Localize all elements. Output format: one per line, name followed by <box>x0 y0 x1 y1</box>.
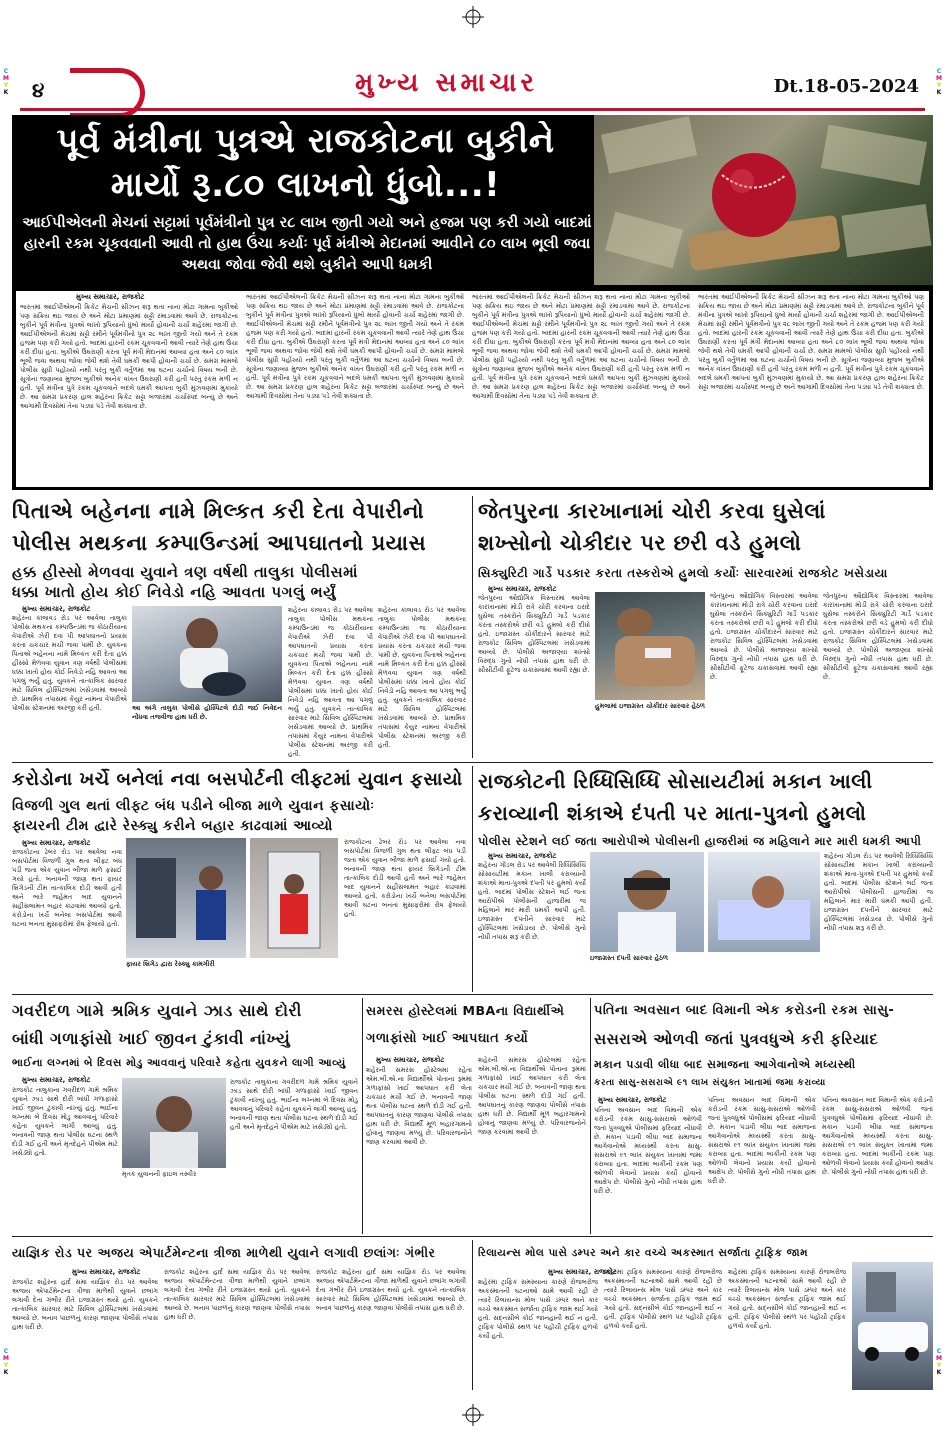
cmyk-k: K <box>936 1369 942 1376</box>
cmyk-y: Y <box>3 1362 9 1369</box>
story3-photo-right <box>250 838 338 958</box>
story8-body-col1: રાજકોટ શહેરના હાર્દ સમા યાજ્ઞિક રોડ પર આવેલા અજય એપાર્ટમેન્ટના ત્રીજા માળેથી યુવાને છલાંગ લગાવી દેતા ગંભીર રીતે ઇજાગ્રસ્ત થયો હતો. યુવકને તાત્કાલિક સારવાર માટે સિવિલ હોસ્પિટલમાં ખસેડવામાં આવ્યો છે. બનાવ પાછળનું કારણ જાણવા પોલીસે તપાસ હાથ ધરી છે. <box>12 1278 158 1331</box>
story-jetpur-attack <box>478 496 933 758</box>
lead-story <box>12 115 933 490</box>
section-divider <box>12 762 933 763</box>
story4-headline-line1: રાજકોટની રિધ્ધિસિધ્ધિ સોસાયટીમાં મકાન ખાલી <box>478 769 873 793</box>
deceased-portrait-icon <box>122 1078 226 1168</box>
story5-body-col1: રાજકોટ તાલુકાના ગવરીદળ ગામે શ્રમિક યુવાને ઝાડ સાથે દોરી બાંધી ગળાફાંસો ખાઈ જીવન ટુંકાવી નાંખ્યું હતું. ભાઈના લગ્નમાં બે દિવસ મોડુ આવવાનું પરિવારે કહેતા યુવકને લાગી આવ્યું હતું. બનાવની જાણ થતા પોલીસ ઘટના સ્થળે દોડી ગઈ હતી અને મૃતદેહને પીએમ માટે ખસેડ્યો હતો. <box>12 1086 118 1157</box>
story-samras-hostel <box>366 998 586 1234</box>
registration-mark-icon <box>462 1404 484 1426</box>
story1-subhead-line1: હક્ક હીસ્સો મેળવવા યુવાને ત્રણ વર્ષથી તાલુકા પોલીસમાં <box>12 563 358 581</box>
story7-headline-line2: સસરાએ ઓળવી જતાં પુત્રવધુએ કરી ફરિયાદ <box>594 1030 879 1048</box>
lead-body-panel <box>16 291 929 487</box>
story6-headline-line1: સમરસ હોસ્ટેલમાં MBAના વિદ્યાર્થીએ <box>366 1003 565 1018</box>
lead-body-col2: ભારતમાં આઈપીએલની ક્રિકેટ મેચની સીઝન શરૂ થતા નાના મોટા ગામના બુકીઓ પણ સક્રિય થઇ જાય છે અને મોટા પ્રમાણમાં સટ્ટો રમાડવામાં આવે છે. રાજકોટના બુકીને પૂર્વ મંત્રીના પુત્રએ લાખો રૂપિયાનો ધુંબો માર્યો હોવાની ચર્ચા શહેરમાં જાગી છે. આઈપીએલની મેચમાં સટ્ટો રમીને પૂર્વમંત્રીનો પુત્ર ૨૮ લાખ જીતી ગયો અને તે રકમ હજમ પણ કરી ગયો હતો. બાદમાં હારની રકમ ચૂકવવાની આવી ત્યારે તેણે હાથ ઉંચા કરી દીધા હતા. બુકીએ ઉઘરાણી કરતા પૂર્વ મંત્રી મેદાનમાં આવ્યા હતા અને ૮૦ લાખ ભૂલી જવા અથવા જોવા જેવી થશે તેવી ધમકી આપી હોવાની ચર્ચા છે. સમગ્ર મામલો પોલીસ સુધી પહોંચ્યો નથી પરંતુ બુકી વર્તુળમાં આ ઘટના ચર્ચાનો વિષય બની છે. સૂત્રોના જણાવ્યા મુજબ બુકીએ અનેક વખત ઉઘરાણી કરી હતી પરંતુ રકમ મળી ન હતી. પૂર્વ મંત્રીના પુત્રે રકમ ચૂકવવાને બદલે ધમકી આપતા બુકી મુંઝવણમાં મુકાયો છે. આ સમગ્ર પ્રકરણ હાલ શહેરના ક્રિકેટ સટ્ટા બજારમાં ચર્ચાસ્પદ બન્યું છે અને આગામી દિવસોમાં તેના પડઘા પડે તેવી શક્યતા છે. <box>246 293 464 400</box>
cmyk-k: K <box>3 89 9 96</box>
cmyk-m: M <box>936 1355 942 1362</box>
story3-body-col1: રાજકોટના ઢેબર રોડ પર આવેલા નવા બસપોર્ટમાં વિજળી ગુલ થતા લીફ્ટ બંધ પડી જતા એક યુવાન બીજા માળે ફસાઈ ગયો હતો. બનાવની જાણ થતા ફાયર બ્રિગેડની ટીમ તાત્કાલિક દોડી આવી હતી અને ભારે જહેમત બાદ યુવાનને સહીસલામત બહાર કાઢવામાં આવ્યો હતો. કરોડોના ખર્ચે બનેલા બસપોર્ટમાં આવી ઘટના બનતા મુસાફરોમાં રોષ ફેલાયો હતો. <box>12 848 122 928</box>
cmyk-c: C <box>936 1348 942 1355</box>
story-reliance-mall-accident <box>478 1240 933 1390</box>
story2-body-col3: જેતપુરના ઔદ્યોગિક વિસ્તારમાં આવેલા કારખાનામાં મોડી રાત્રે ચોરી કરવાના ઇરાદે ઘુસેલા તસ્કરોને સિક્યુરિટી ગાર્ડે પડકાર કરતા તસ્કરોએ છરી વડે હુમલો કરી દીધો હતો. ઇજાગ્રસ્ત ચોકીદારને સારવાર માટે રાજકોટ સિવિલ હોસ્પિટલમાં ખસેડવામાં આવ્યો છે. પોલીસે અજાણ્યા શખ્સો વિરુદ્ધ ગુનો નોંધી તપાસ હાથ ધરી છે. સીસીટીવી ફૂટેજ ચકાસવામાં આવી રહ્યા છે. <box>823 592 933 681</box>
story1-byline: મુખ્ય સમાચાર, રાજકોટ <box>22 605 91 613</box>
story5-subhead: ભાઈના લગ્નમાં બે દિવસ મોડુ આવવાનું પરિવારે કહેતા યુવકને લાગી આવ્યું <box>12 1057 346 1069</box>
story6-byline: મુખ્ય સમાચાર, રાજકોટ <box>376 1056 445 1064</box>
story3-body-col2: રાજકોટના ઢેબર રોડ પર આવેલા નવા બસપોર્ટમાં વિજળી ગુલ થતા લીફ્ટ બંધ પડી જતા એક યુવાન બીજા માળે ફસાઈ ગયો હતો. બનાવની જાણ થતા ફાયર બ્રિગેડની ટીમ તાત્કાલિક દોડી આવી હતી અને ભારે જહેમત બાદ યુવાનને સહીસલામત બહાર કાઢવામાં આવ્યો હતો. કરોડોના ખર્ચે બનેલા બસપોર્ટમાં આવી ઘટના બનતા મુસાફરોમાં રોષ ફેલાયો હતો. <box>344 838 466 918</box>
cmyk-marks-left <box>1 68 11 96</box>
cmyk-y: Y <box>936 82 942 89</box>
story1-body-col1: શહેરના કાલાવડ રોડ પર આવેલા તાલુકા પોલીસ મથકના કમ્પાઉન્ડમાં જ કોઠારીયાના વેપારીએ ઝેરી દવા પી આપઘાતનો પ્રયાસ કરતા ચકચાર મચી જવા પામી છે. યુવકના પિતાએ બહેનના નામે મિલ્કત કરી દેતા હક્ક હીસ્સો મેળવવા યુવાન ત્રણ વર્ષથી પોલીસમાં ધક્કા ખાતો હોય કોઈ નિવેડો નહિ આવતા આ પગલું ભર્યું હતું. યુવકને તાત્કાલિક સારવાર માટે સિવિલ હોસ્પિટલમાં ખસેડવામાં આવ્યો છે. પ્રાથમિક તપાસમાં કેયુર નામના વેપારીએ પોલીસ સ્ટેશનમાં અરજી કરી હતી. <box>12 614 127 712</box>
lift-rescue-icon <box>250 838 338 958</box>
story3-photo-left <box>126 838 246 958</box>
story7-byline: મુખ્ય સમાચાર, રાજકોટ <box>598 1096 667 1104</box>
story4-body-col2: શહેરના ગોંડલ રોડ પર આવેલી રિધ્ધિસિધ્ધિ સોસાયટીમાં મકાન ખાલી કરાવ્યાની શંકાએ માતા-પુત્રએ દંપતી પર હુમલો કર્યો હતો. બાદમાં પોલીસ સ્ટેશને લઈ જતા આરોપીએ પોલીસની હાજરીમાં જ મહિલાને માર મારી ધમકી આપી હતી. ઇજાગ્રસ્ત દંપતીને સારવાર માટે હોસ્પિટલમાં ખસેડાયા છે. પોલીસે ગુનો નોંધી તપાસ શરૂ કરી છે. <box>824 852 933 932</box>
story8-body-col2: રાજકોટ શહેરના હાર્દ સમા યાજ્ઞિક રોડ પર આવેલા અજય એપાર્ટમેન્ટના ત્રીજા માળેથી યુવાને છલાંગ લગાવી દેતા ગંભીર રીતે ઇજાગ્રસ્ત થયો હતો. યુવકને તાત્કાલિક સારવાર માટે સિવિલ હોસ્પિટલમાં ખસેડવામાં આવ્યો છે. બનાવ પાછળનું કારણ જાણવા પોલીસે તપાસ હાથ ધરી છે. <box>164 1268 310 1321</box>
cmyk-marks-left-bottom <box>1 1348 11 1376</box>
story-sister-property <box>12 496 466 758</box>
story1-body-col3: શહેરના કાલાવડ રોડ પર આવેલા તાલુકા પોલીસ મથકના કમ્પાઉન્ડમાં જ કોઠારીયાના વેપારીએ ઝેરી દવા પી આપઘાતનો પ્રયાસ કરતા ચકચાર મચી જવા પામી છે. યુવકના પિતાએ બહેનના નામે મિલ્કત કરી દેતા હક્ક હીસ્સો મેળવવા યુવાન ત્રણ વર્ષથી પોલીસમાં ધક્કા ખાતો હોય કોઈ નિવેડો નહિ આવતા આ પગલું ભર્યું હતું. યુવકને તાત્કાલિક સારવાર માટે સિવિલ હોસ્પિટલમાં ખસેડવામાં આવ્યો છે. પ્રાથમિક તપાસમાં કેયુર નામના વેપારીએ પોલીસ સ્ટેશનમાં અરજી કરી હતી. <box>378 606 466 749</box>
lead-headline-line2: માર્યો રૂ.૮૦ લાખનો ધુંબો...! <box>110 165 501 205</box>
accident-car-icon <box>852 1262 933 1390</box>
column-divider <box>590 998 591 1234</box>
story3-caption: ફાયર બ્રિગેડ દ્વારા રેસ્ક્યુ કામગીરી <box>126 960 215 968</box>
section-divider <box>12 994 933 995</box>
story2-byline: મુખ્ય સમાચાર, રાજકોટ <box>488 585 557 593</box>
story7-body-col2: પતિના અવસાન બાદ વિમાની એક કરોડની રકમ સાસુ-સસરાએ ઓળવી જતાં પુત્રવધુએ પોલીસમાં ફરિયાદ નોંધાવી છે. મકાન પડાવી લીધા બાદ સમાજના આગેવાનોએ મધ્યસ્થી કરતા સાસુ-સસરાએ ૯૧ લાખ સંયુક્ત ખાતામાં જમા કરાવ્યા હતા. બાદમાં બાકીની રકમ પણ ઓળવી લેવાનો પ્રયાસ કર્યો હોવાનો આક્ષેપ છે. પોલીસે ગુનો નોંધી તપાસ હાથ ધરી છે. <box>708 1096 816 1185</box>
story7-headline-line1: પતિના અવસાન બાદ વિમાની એક કરોડની રકમ સાસુ- <box>594 1003 895 1018</box>
story2-body-col1: જેતપુરના ઔદ્યોગિક વિસ્તારમાં આવેલા કારખાનામાં મોડી રાત્રે ચોરી કરવાના ઇરાદે ઘુસેલા તસ્કરોને સિક્યુરિટી ગાર્ડે પડકાર કરતા તસ્કરોએ છરી વડે હુમલો કરી દીધો હતો. ઇજાગ્રસ્ત ચોકીદારને સારવાર માટે રાજકોટ સિવિલ હોસ્પિટલમાં ખસેડવામાં આવ્યો છે. પોલીસે અજાણ્યા શખ્સો વિરુદ્ધ ગુનો નોંધી તપાસ હાથ ધરી છે. સીસીટીવી ફૂટેજ ચકાસવામાં આવી રહ્યા છે. <box>478 594 590 674</box>
column-divider <box>362 998 363 1234</box>
story1-caption: આ અંગે તાલુકા પોલીસે હોસ્પિટલે દોડી જઈ નિવેદન નોંધવા તજવીજ હાથ ધરી છે. <box>132 704 282 721</box>
story1-photo <box>132 606 282 702</box>
page-date: Dt.18-05-2024 <box>773 76 919 97</box>
story2-headline-line1: જેતપુરના કારખાનામાં ચોરી કરવા ઘુસેલાં <box>478 499 826 523</box>
story-busport-lift <box>12 766 466 992</box>
header-rule <box>20 108 925 111</box>
registration-mark-icon <box>462 6 484 28</box>
story7-subhead-line2: કરતા સાસુ-સસરાએ ૯૧ લાખ સંયુક્ત ખાતામાં જમા કરાવ્યા <box>594 1078 826 1088</box>
story3-byline: મુખ્ય સમાચાર, રાજકોટ <box>22 839 91 847</box>
cmyk-m: M <box>3 75 9 82</box>
story8-byline: મુખ્ય સમાચાર, રાજકોટ <box>72 1268 141 1276</box>
injured-man-icon <box>590 852 704 952</box>
story3-headline: કરોડોના ખર્ચે બનેલાં નવા બસપોર્ટની લીફ્ટમાં યુવાન ફસાયો <box>12 769 463 790</box>
lead-headline-line1: પૂર્વ મંત્રીના પુત્રએ રાજકોટના બુકીને <box>56 121 555 161</box>
person-photo-icon <box>132 606 282 702</box>
story2-caption: હુમલામાં ઇજાગ્રસ્ત ચોકીદાર સારવાર હેઠળ <box>595 702 705 710</box>
story1-headline-line1: પિતાએ બહેનના નામે મિલ્કત કરી દેતા વેપારીનો <box>12 499 425 523</box>
story9-photo <box>852 1262 933 1390</box>
story-riddhi-siddhi-attack <box>478 766 933 992</box>
cmyk-m: M <box>3 1355 9 1362</box>
story9-headline: રિલાયન્સ મોલ પાસે ડમ્પર અને કાર વચ્ચે અકસ્માત સર્જાતા ટ્રાફિક જામ <box>478 1247 809 1259</box>
story1-subhead-line2: ધક્કા ખાતો હોય કોઈ નિવેડો નહિ આવતા પગલું ભર્યું <box>12 583 336 601</box>
story5-headline-line1: ગવરીદળ ગામે શ્રમિક યુવાને ઝાડ સાથે દોરી <box>12 1001 302 1020</box>
story7-subhead-line1: મકાન પડાવી લીધા બાદ સમાજના આગેવાનોએ મધ્યસ્થી <box>594 1058 856 1071</box>
cmyk-marks-right-bottom <box>934 1348 944 1376</box>
lead-subhead: આઈપીએલની મેચનાં સટ્ટામાં પૂર્વમંત્રીનો પુત્ર ર૮ લાખ જીતી ગયો અને હજમ પણ કરી ગયો બાદમાં હારની રકમ ચૂકવવાની આવી તો હાથ ઉંચા કર્યાઃ પૂર્વ મંત્રીએ મેદાનમાં આવીને ૮૦ લાખ ભૂલી જવા અથવા જોવા જેવી થશે બુકીને આપી ધમકી <box>22 215 592 273</box>
cmyk-c: C <box>3 68 9 75</box>
story5-body-col2: રાજકોટ તાલુકાના ગવરીદળ ગામે શ્રમિક યુવાને ઝાડ સાથે દોરી બાંધી ગળાફાંસો ખાઈ જીવન ટુંકાવી નાંખ્યું હતું. ભાઈના લગ્નમાં બે દિવસ મોડુ આવવાનું પરિવારે કહેતા યુવકને લાગી આવ્યું હતું. બનાવની જાણ થતા પોલીસ ઘટના સ્થળે દોડી ગઈ હતી અને મૃતદેહને પીએમ માટે ખસેડ્યો હતો. <box>230 1078 358 1131</box>
masthead <box>20 62 925 112</box>
story4-photo-woman <box>708 852 820 952</box>
section-title: મુખ્ય સમાચાર <box>355 68 538 98</box>
story3-subhead-line2: ફાયરની ટીમ દ્વારે રેસ્ક્યુ કરીને બહાર કાઢવામાં આવ્યો <box>12 818 333 834</box>
story9-body-col3: શહેરમાં ટ્રાફિક સમસ્યાના કારણે રોજબરોજ અકસ્માતની ઘટનાઓ સામે આવી રહી છે ત્યારે રિલાયન્સ મોલ પાસે ડમ્પર અને કાર વચ્ચે અકસ્માત સર્જાતા ટ્રાફિક જામ થઈ ગયો હતો. સદ્‌નસીબે કોઈ જાનહાની થઈ ન હતી. ટ્રાફિક પોલીસે સ્થળ પર પહોંચી ટ્રાફિક હળવો કર્યો હતો. <box>728 1268 846 1330</box>
story-insurance-dispute <box>594 998 933 1234</box>
story-ajay-apartment <box>12 1240 466 1390</box>
injured-woman-icon <box>708 852 820 952</box>
story4-headline-line2: કરાવ્યાની શંકાએ દંપતી પર માતા-પુત્રનો હુમલો <box>478 801 867 825</box>
story7-body-col1: પતિના અવસાન બાદ વિમાની એક કરોડની રકમ સાસુ-સસરાએ ઓળવી જતાં પુત્રવધુએ પોલીસમાં ફરિયાદ નોંધાવી છે. મકાન પડાવી લીધા બાદ સમાજના આગેવાનોએ મધ્યસ્થી કરતા સાસુ-સસરાએ ૯૧ લાખ સંયુક્ત ખાતામાં જમા કરાવ્યા હતા. બાદમાં બાકીની રકમ પણ ઓળવી લેવાનો પ્રયાસ કર્યો હોવાનો આક્ષેપ છે. પોલીસે ગુનો નોંધી તપાસ હાથ ધરી છે. <box>594 1106 702 1195</box>
story6-body-col2: શહેરની સમરસ હોસ્ટેલમાં રહેતા એમ.બી.એ.ના વિદ્યાર્થીએ પોતાના રૂમમાં ગળાફાંસો ખાઈ આપઘાત કરી લેતા ચકચાર મચી ગઈ છે. બનાવની જાણ થતા પોલીસ ઘટના સ્થળે દોડી ગઈ હતી. આપઘાતનું કારણ જાણવા પોલીસે તપાસ હાથ ધરી છે. વિદ્યાર્થી મૂળ બહારગામનો હોવાનું જાણવા મળ્યું છે. પરિવારજનોને જાણ કરવામાં આવી છે. <box>478 1056 586 1136</box>
lead-body-col1: ભારતમાં આઈપીએલની ક્રિકેટ મેચની સીઝન શરૂ થતા નાના મોટા ગામના બુકીઓ પણ સક્રિય થઇ જાય છે અને મોટા પ્રમાણમાં સટ્ટો રમાડવામાં આવે છે. રાજકોટના બુકીને પૂર્વ મંત્રીના પુત્રએ લાખો રૂપિયાનો ધુંબો માર્યો હોવાની ચર્ચા શહેરમાં જાગી છે. આઈપીએલની મેચમાં સટ્ટો રમીને પૂર્વમંત્રીનો પુત્ર ૨૮ લાખ જીતી ગયો અને તે રકમ હજમ પણ કરી ગયો હતો. બાદમાં હારની રકમ ચૂકવવાની આવી ત્યારે તેણે હાથ ઉંચા કરી દીધા હતા. બુકીએ ઉઘરાણી કરતા પૂર્વ મંત્રી મેદાનમાં આવ્યા હતા અને ૮૦ લાખ ભૂલી જવા અથવા જોવા જેવી થશે તેવી ધમકી આપી હોવાની ચર્ચા છે. સમગ્ર મામલો પોલીસ સુધી પહોંચ્યો નથી પરંતુ બુકી વર્તુળમાં આ ઘટના ચર્ચાનો વિષય બની છે. સૂત્રોના જણાવ્યા મુજબ બુકીએ અનેક વખત ઉઘરાણી કરી હતી પરંતુ રકમ મળી ન હતી. પૂર્વ મંત્રીના પુત્રે રકમ ચૂકવવાને બદલે ધમકી આપતા બુકી મુંઝવણમાં મુકાયો છે. આ સમગ્ર પ્રકરણ હાલ શહેરના ક્રિકેટ સટ્ટા બજારમાં ચર્ચાસ્પદ બન્યું છે અને આગામી દિવસોમાં તેના પડઘા પડે તેવી શક્યતા છે. <box>20 303 238 410</box>
story4-body-col1: શહેરના ગોંડલ રોડ પર આવેલી રિધ્ધિસિધ્ધિ સોસાયટીમાં મકાન ખાલી કરાવ્યાની શંકાએ માતા-પુત્રએ દંપતી પર હુમલો કર્યો હતો. બાદમાં પોલીસ સ્ટેશને લઈ જતા આરોપીએ પોલીસની હાજરીમાં જ મહિલાને માર મારી ધમકી આપી હતી. ઇજાગ્રસ્ત દંપતીને સારવાર માટે હોસ્પિટલમાં ખસેડાયા છે. પોલીસે ગુનો નોંધી તપાસ શરૂ કરી છે. <box>478 861 586 941</box>
story1-headline-line2: પોલીસ મથકના કમ્પાઉન્ડમાં આપઘાતનો પ્રયાસ <box>12 531 427 555</box>
story9-body-col2: શહેરમાં ટ્રાફિક સમસ્યાના કારણે રોજબરોજ અકસ્માતની ઘટનાઓ સામે આવી રહી છે ત્યારે રિલાયન્સ મોલ પાસે ડમ્પર અને કાર વચ્ચે અકસ્માત સર્જાતા ટ્રાફિક જામ થઈ ગયો હતો. સદ્‌નસીબે કોઈ જાનહાની થઈ ન હતી. ટ્રાફિક પોલીસે સ્થળ પર પહોંચી ટ્રાફિક હળવો કર્યો હતો. <box>604 1268 722 1330</box>
story8-body-col3: રાજકોટ શહેરના હાર્દ સમા યાજ્ઞિક રોડ પર આવેલા અજય એપાર્ટમેન્ટના ત્રીજા માળેથી યુવાને છલાંગ લગાવી દેતા ગંભીર રીતે ઇજાગ્રસ્ત થયો હતો. યુવકને તાત્કાલિક સારવાર માટે સિવિલ હોસ્પિટલમાં ખસેડવામાં આવ્યો છે. બનાવ પાછળનું કારણ જાણવા પોલીસે તપાસ હાથ ધરી છે. <box>316 1268 466 1312</box>
cricket-ball-photo <box>594 115 933 285</box>
story2-photo <box>595 592 705 700</box>
cmyk-c: C <box>3 1348 9 1355</box>
story6-body-col1: શહેરની સમરસ હોસ્ટેલમાં રહેતા એમ.બી.એ.ના વિદ્યાર્થીએ પોતાના રૂમમાં ગળાફાંસો ખાઈ આપઘાત કરી લેતા ચકચાર મચી ગઈ છે. બનાવની જાણ થતા પોલીસ ઘટના સ્થળે દોડી ગઈ હતી. આપઘાતનું કારણ જાણવા પોલીસે તપાસ હાથ ધરી છે. વિદ્યાર્થી મૂળ બહારગામનો હોવાનું જાણવા મળ્યું છે. પરિવારજનોને જાણ કરવામાં આવી છે. <box>366 1066 472 1146</box>
injured-person-icon <box>595 592 705 700</box>
story6-headline-line2: ગળાફાંસો ખાઈ આપઘાત કર્યો <box>366 1031 529 1046</box>
story9-body-col1: શહેરમાં ટ્રાફિક સમસ્યાના કારણે રોજબરોજ અકસ્માતની ઘટનાઓ સામે આવી રહી છે ત્યારે રિલાયન્સ મોલ પાસે ડમ્પર અને કાર વચ્ચે અકસ્માત સર્જાતા ટ્રાફિક જામ થઈ ગયો હતો. સદ્‌નસીબે કોઈ જાનહાની થઈ ન હતી. ટ્રાફિક પોલીસે સ્થળ પર પહોંચી ટ્રાફિક હળવો કર્યો હતો. <box>478 1278 598 1340</box>
story5-caption: મૃતક યુવાનની ફાઇલ તસ્વીર <box>122 1170 197 1178</box>
story4-subhead: પોલીસ સ્ટેશને લઈ જતા આરોપીએ પોલીસની હાજરીમાં જ મહિલાને માર મારી ધમકી આપી <box>478 834 922 848</box>
story4-caption: ઇજાગ્રસ્ત દંપતી સારવાર હેઠળ <box>590 954 668 962</box>
story4-byline: મુખ્ય સમાચાર, રાજકોટ <box>488 852 557 860</box>
story2-body-col2: જેતપુરના ઔદ્યોગિક વિસ્તારમાં આવેલા કારખાનામાં મોડી રાત્રે ચોરી કરવાના ઇરાદે ઘુસેલા તસ્કરોને સિક્યુરિટી ગાર્ડે પડકાર કરતા તસ્કરોએ છરી વડે હુમલો કરી દીધો હતો. ઇજાગ્રસ્ત ચોકીદારને સારવાર માટે રાજકોટ સિવિલ હોસ્પિટલમાં ખસેડવામાં આવ્યો છે. પોલીસે અજાણ્યા શખ્સો વિરુદ્ધ ગુનો નોંધી તપાસ હાથ ધરી છે. સીસીટીવી ફૂટેજ ચકાસવામાં આવી રહ્યા છે. <box>710 592 818 681</box>
page-number: ૪ <box>32 78 45 102</box>
story5-headline-line2: બાંધી ગળાફાંસો ખાઈ જીવન ટુંકાવી નાંખ્યું <box>12 1029 291 1048</box>
firefighters-icon <box>126 838 246 958</box>
cmyk-k: K <box>936 89 942 96</box>
section-divider <box>12 1236 933 1237</box>
story5-photo <box>122 1078 226 1168</box>
cmyk-k: K <box>3 1369 9 1376</box>
story3-subhead-line1: વિજળી ગુલ થતાં લીફ્ટ બંધ પડીને બીજા માળે યુવાન ફસાયોઃ <box>12 798 375 814</box>
cmyk-m: M <box>936 75 942 82</box>
cricket-ball-icon <box>594 115 933 285</box>
story4-photo-man <box>590 852 704 952</box>
story7-body-col3: પતિના અવસાન બાદ વિમાની એક કરોડની રકમ સાસુ-સસરાએ ઓળવી જતાં પુત્રવધુએ પોલીસમાં ફરિયાદ નોંધાવી છે. મકાન પડાવી લીધા બાદ સમાજના આગેવાનોએ મધ્યસ્થી કરતા સાસુ-સસરાએ ૯૧ લાખ સંયુક્ત ખાતામાં જમા કરાવ્યા હતા. બાદમાં બાકીની રકમ પણ ઓળવી લેવાનો પ્રયાસ કર્યો હોવાનો આક્ષેપ છે. પોલીસે ગુનો નોંધી તપાસ હાથ ધરી છે. <box>822 1096 933 1176</box>
story8-headline: યાજ્ઞિક રોડ પર અજય એપાર્ટમેન્ટના ત્રીજા માળેથી યુવાને લગાવી છલાંગઃ ગંભીર <box>12 1245 436 1260</box>
story9-byline: મુખ્ય સમાચાર, રાજકોટ <box>548 1268 617 1276</box>
cmyk-marks-right <box>934 68 944 96</box>
column-divider <box>472 496 473 758</box>
story5-byline: મુખ્ય સમાચાર, રાજકોટ <box>22 1076 91 1084</box>
lead-body-col4: ભારતમાં આઈપીએલની ક્રિકેટ મેચની સીઝન શરૂ થતા નાના મોટા ગામના બુકીઓ પણ સક્રિય થઇ જાય છે અને મોટા પ્રમાણમાં સટ્ટો રમાડવામાં આવે છે. રાજકોટના બુકીને પૂર્વ મંત્રીના પુત્રએ લાખો રૂપિયાનો ધુંબો માર્યો હોવાની ચર્ચા શહેરમાં જાગી છે. આઈપીએલની મેચમાં સટ્ટો રમીને પૂર્વમંત્રીનો પુત્ર ૨૮ લાખ જીતી ગયો અને તે રકમ હજમ પણ કરી ગયો હતો. બાદમાં હારની રકમ ચૂકવવાની આવી ત્યારે તેણે હાથ ઉંચા કરી દીધા હતા. બુકીએ ઉઘરાણી કરતા પૂર્વ મંત્રી મેદાનમાં આવ્યા હતા અને ૮૦ લાખ ભૂલી જવા અથવા જોવા જેવી થશે તેવી ધમકી આપી હોવાની ચર્ચા છે. સમગ્ર મામલો પોલીસ સુધી પહોંચ્યો નથી પરંતુ બુકી વર્તુળમાં આ ઘટના ચર્ચાનો વિષય બની છે. સૂત્રોના જણાવ્યા મુજબ બુકીએ અનેક વખત ઉઘરાણી કરી હતી પરંતુ રકમ મળી ન હતી. પૂર્વ મંત્રીના પુત્રે રકમ ચૂકવવાને બદલે ધમકી આપતા બુકી મુંઝવણમાં મુકાયો છે. આ સમગ્ર પ્રકરણ હાલ શહેરના ક્રિકેટ સટ્ટા બજારમાં ચર્ચાસ્પદ બન્યું છે અને આગામી દિવસોમાં તેના પડઘા પડે તેવી શક્યતા છે. <box>698 293 924 391</box>
lead-body-col3: ભારતમાં આઈપીએલની ક્રિકેટ મેચની સીઝન શરૂ થતા નાના મોટા ગામના બુકીઓ પણ સક્રિય થઇ જાય છે અને મોટા પ્રમાણમાં સટ્ટો રમાડવામાં આવે છે. રાજકોટના બુકીને પૂર્વ મંત્રીના પુત્રએ લાખો રૂપિયાનો ધુંબો માર્યો હોવાની ચર્ચા શહેરમાં જાગી છે. આઈપીએલની મેચમાં સટ્ટો રમીને પૂર્વમંત્રીનો પુત્ર ૨૮ લાખ જીતી ગયો અને તે રકમ હજમ પણ કરી ગયો હતો. બાદમાં હારની રકમ ચૂકવવાની આવી ત્યારે તેણે હાથ ઉંચા કરી દીધા હતા. બુકીએ ઉઘરાણી કરતા પૂર્વ મંત્રી મેદાનમાં આવ્યા હતા અને ૮૦ લાખ ભૂલી જવા અથવા જોવા જેવી થશે તેવી ધમકી આપી હોવાની ચર્ચા છે. સમગ્ર મામલો પોલીસ સુધી પહોંચ્યો નથી પરંતુ બુકી વર્તુળમાં આ ઘટના ચર્ચાનો વિષય બની છે. સૂત્રોના જણાવ્યા મુજબ બુકીએ અનેક વખત ઉઘરાણી કરી હતી પરંતુ રકમ મળી ન હતી. પૂર્વ મંત્રીના પુત્રે રકમ ચૂકવવાને બદલે ધમકી આપતા બુકી મુંઝવણમાં મુકાયો છે. આ સમગ્ર પ્રકરણ હાલ શહેરના ક્રિકેટ સટ્ટા બજારમાં ચર્ચાસ્પદ બન્યું છે અને આગામી દિવસોમાં તેના પડઘા પડે તેવી શક્યતા છે. <box>472 293 690 400</box>
column-divider <box>472 766 473 992</box>
story2-subhead: સિક્યુરિટી ગાર્ડે પડકાર કરતા તસ્કરોએ હુમલો કર્યોઃ સારવારમાં રાજકોટ ખસેડાયા <box>478 566 888 580</box>
story-gavridal-suicide <box>12 998 358 1234</box>
lead-byline: મુખ્ય સમાચાર, રાજકોટ <box>76 293 145 301</box>
column-divider <box>472 1240 473 1390</box>
cmyk-y: Y <box>3 82 9 89</box>
story2-headline-line2: શખ્સોનો ચોકીદાર પર છરી વડે હુમલો <box>478 531 802 555</box>
cmyk-y: Y <box>936 1362 942 1369</box>
story1-body-col2: શહેરના કાલાવડ રોડ પર આવેલા તાલુકા પોલીસ મથકના કમ્પાઉન્ડમાં જ કોઠારીયાના વેપારીએ ઝેરી દવા પી આપઘાતનો પ્રયાસ કરતા ચકચાર મચી જવા પામી છે. યુવકના પિતાએ બહેનના નામે મિલ્કત કરી દેતા હક્ક હીસ્સો મેળવવા યુવાન ત્રણ વર્ષથી પોલીસમાં ધક્કા ખાતો હોય કોઈ નિવેડો નહિ આવતા આ પગલું ભર્યું હતું. યુવકને તાત્કાલિક સારવાર માટે સિવિલ હોસ્પિટલમાં ખસેડવામાં આવ્યો છે. પ્રાથમિક તપાસમાં કેયુર નામના વેપારીએ પોલીસ સ્ટેશનમાં અરજી કરી હતી. <box>288 606 373 758</box>
cmyk-c: C <box>936 68 942 75</box>
